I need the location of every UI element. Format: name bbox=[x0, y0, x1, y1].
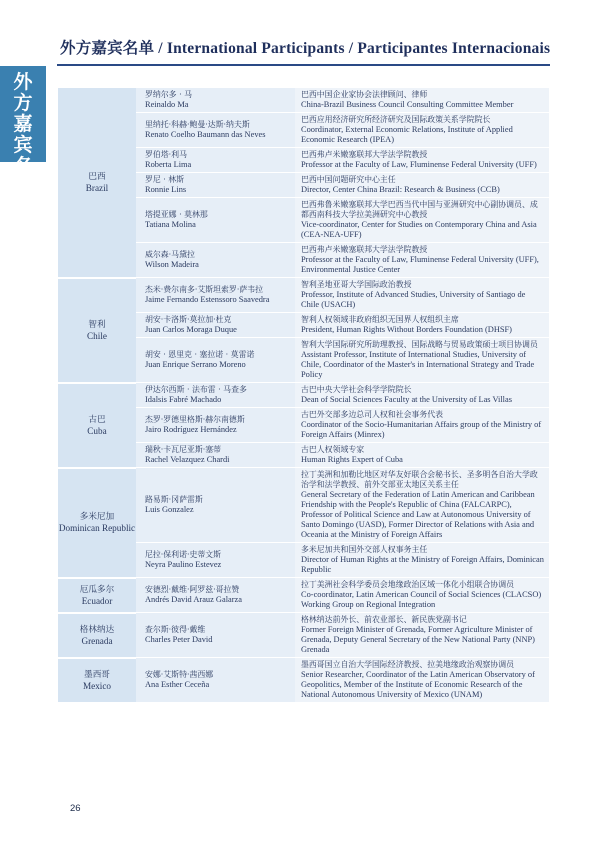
participant-name-english: Roberta Lima bbox=[145, 160, 192, 169]
participant-position-cell bbox=[295, 148, 549, 173]
position-english: Dean of Social Sciences Faculty at the University of Las Villas bbox=[301, 395, 512, 404]
participant-name-english: Reinaldo Ma bbox=[145, 100, 189, 109]
side-tab-label: 外方嘉宾名单 bbox=[13, 71, 33, 198]
position-chinese: 智利人权领域非政府组织无国界人权组织主席 bbox=[301, 315, 459, 324]
participant-name-english: Charles Peter David bbox=[145, 635, 213, 644]
participant-name-cell bbox=[136, 443, 295, 468]
participant-name-cell bbox=[136, 243, 295, 278]
title-underline bbox=[57, 64, 550, 66]
participant-name-cell bbox=[136, 578, 295, 613]
participant-name-cell bbox=[136, 173, 295, 198]
position-chinese: 古巴中央大学社会科学学院院长 bbox=[301, 385, 412, 394]
position-chinese: 古巴外交部多边总司人权和社会事务代表 bbox=[301, 410, 444, 419]
participant-name-english: Juan Enrique Serrano Moreno bbox=[145, 360, 246, 369]
participant-name-cell bbox=[136, 383, 295, 408]
country-name-english: Chile bbox=[87, 330, 107, 341]
participant-name-english: Idalsis Fabré Machado bbox=[145, 395, 222, 404]
country-cell bbox=[58, 578, 136, 613]
participant-position-cell bbox=[295, 173, 549, 198]
position-english: Senior Researcher, Coordinator of the Latin American Observatory of Geopolitics, Member of the Institute of Economic Research of the National Autonomous University of Mexico (UNAM) bbox=[301, 670, 535, 699]
participant-name-cell bbox=[136, 338, 295, 383]
participant-name-cell bbox=[136, 408, 295, 443]
country-name-english: Dominican Republic bbox=[58, 523, 136, 533]
participant-name-english: Ronnie Lins bbox=[145, 185, 187, 194]
participant-position-cell bbox=[295, 243, 549, 278]
position-english: China-Brazil Business Council Consulting Committee Member bbox=[301, 100, 514, 109]
country-name-chinese: 厄瓜多尔 bbox=[79, 584, 115, 595]
participant-name-chinese: 塔提亚娜 · 莫林那 bbox=[145, 210, 208, 219]
position-english: General Secretary of the Federation of Latin American and Caribbean Friendship with the People's Republic of China (FALCARPC), Professor of Political Science and Law at Autonomous University of Santo Domingo (UASD), Former Director of Relations with Asia and Oceania at the Ministry of Foreign Affairs bbox=[301, 490, 535, 539]
country-name-chinese: 智利 bbox=[88, 319, 106, 330]
position-chinese: 巴西应用经济研究所经济研究及国际政策关系学院院长 bbox=[301, 115, 491, 124]
participant-name-english: Neyra Paulino Estevez bbox=[145, 560, 222, 569]
participant-name-english: Ana Esther Ceceña bbox=[145, 680, 210, 689]
participant-name-cell bbox=[136, 658, 295, 703]
participant-name-chinese: 胡安·卡洛斯·莫拉加·杜克 bbox=[145, 315, 232, 324]
participant-name-cell bbox=[136, 278, 295, 313]
participant-name-chinese: 威尔森·马黛拉 bbox=[145, 250, 195, 259]
participant-name-cell bbox=[136, 198, 295, 243]
participant-name-chinese: 伊达尔西斯 · 法布雷 · 马查多 bbox=[145, 385, 247, 394]
country-cell bbox=[58, 383, 136, 468]
position-chinese: 拉丁美洲社会科学委员会地缘政治区域一体化小组联合协调员 bbox=[301, 580, 515, 589]
position-english: Human Rights Expert of Cuba bbox=[301, 455, 403, 464]
participant-position-cell bbox=[295, 278, 549, 313]
position-english: Coordinator of the Socio-Humanitarian Affairs group of the Ministry of Foreign Affairs (Minrex) bbox=[301, 420, 542, 439]
participant-name-chinese: 里纳托·科赫·鲍曼·达斯·纳夫斯 bbox=[145, 120, 250, 129]
page-title: 外方嘉宾名单 / International Participants / Participantes Internacionais bbox=[60, 40, 551, 57]
participant-name-chinese: 安娜·艾斯特·茜西娜 bbox=[145, 670, 214, 679]
position-english: Vice-coordinator, Center for Studies on Contemporary China and Asia (CEA-NEA-UFF) bbox=[301, 220, 537, 239]
position-english: Professor at the Faculty of Law, Fluminense Federal University (UFF) bbox=[301, 160, 537, 169]
table-row bbox=[58, 613, 549, 658]
participant-name-chinese: 杰米·费尔南多·艾斯坦索罗·萨韦拉 bbox=[145, 285, 263, 294]
position-english: Former Foreign Minister of Grenada, Former Agriculture Minister of Grenada, Deputy General Secretary of the New National Party (NNP) Grenada bbox=[301, 625, 535, 654]
position-chinese: 古巴人权领域专家 bbox=[301, 445, 365, 454]
position-english: Director of Human Rights at the Ministry of Foreign Affairs, Dominican Republic bbox=[301, 555, 544, 574]
participant-name-english: Juan Carlos Moraga Duque bbox=[145, 325, 237, 334]
country-name-chinese: 多米尼加 bbox=[79, 512, 115, 522]
position-chinese: 拉丁美洲和加勒比地区对华友好联合会秘书长、圣多明各自治大学政治学和法学教授、前外交部亚太地区关系主任 bbox=[301, 470, 538, 489]
table-row bbox=[58, 578, 549, 613]
participants-table-body bbox=[58, 88, 549, 703]
participant-position-cell bbox=[295, 468, 549, 543]
participant-name-english: Andrés David Arauz Galarza bbox=[145, 595, 242, 604]
position-chinese: 巴西弗卢米嫩塞联邦大学法学院教授 bbox=[301, 150, 428, 159]
participant-position-cell bbox=[295, 313, 549, 338]
participant-name-chinese: 胡安 · 恩里克 · 塞拉诺 · 莫雷诺 bbox=[145, 350, 255, 359]
country-cell bbox=[58, 278, 136, 383]
country-name-english: Grenada bbox=[81, 635, 113, 646]
participant-name-english: Tatiana Molina bbox=[145, 220, 196, 229]
participant-name-english: Luis Gonzalez bbox=[145, 505, 194, 514]
participant-name-chinese: 罗尼 · 林斯 bbox=[145, 175, 185, 184]
participant-name-english: Jaime Fernando Estenssoro Saavedra bbox=[145, 295, 270, 304]
position-chinese: 格林纳达前外长、前农业部长、新民族党副书记 bbox=[301, 615, 467, 624]
participant-name-chinese: 瑞秋·卡瓦尼亚斯·塞蒂 bbox=[145, 445, 222, 454]
position-chinese: 巴西中国企业家协会法律顾问、律师 bbox=[301, 90, 428, 99]
participant-name-chinese: 尼拉·保利诺·史蒂文斯 bbox=[145, 550, 222, 559]
country-cell bbox=[58, 658, 136, 703]
participant-name-chinese: 杰罗·罗德里格斯·赫尔南德斯 bbox=[145, 415, 245, 424]
country-name-chinese: 格林纳达 bbox=[79, 624, 115, 635]
country-name-chinese: 巴西 bbox=[88, 171, 106, 182]
participant-position-cell bbox=[295, 658, 549, 703]
participant-name-english: Jairo Rodríguez Hernández bbox=[145, 425, 237, 434]
position-chinese: 智利大学国际研究所助理教授、国际战略与贸易政策硕士项目协调员 bbox=[301, 340, 538, 349]
country-name-chinese: 墨西哥 bbox=[84, 669, 110, 680]
participant-position-cell bbox=[295, 543, 549, 578]
position-chinese: 巴西弗鲁米嫩塞联邦大学巴西当代中国与亚洲研究中心副协调员、成都西南科技大学拉美洲研究中心教授 bbox=[301, 200, 538, 219]
country-name-english: Ecuador bbox=[81, 595, 113, 606]
page-number: 26 bbox=[70, 803, 81, 814]
participant-position-cell bbox=[295, 578, 549, 613]
country-name-chinese: 古巴 bbox=[88, 414, 106, 425]
position-chinese: 多米尼加共和国外交部人权事务主任 bbox=[301, 545, 428, 554]
position-english: Professor, Institute of Advanced Studies, University of Santiago de Chile (USACH) bbox=[301, 290, 526, 309]
participant-name-english: Wilson Madeira bbox=[145, 260, 199, 269]
participant-name-cell bbox=[136, 88, 295, 113]
position-english: Professor at the Faculty of Law, Fluminense Federal University (UFF), Environmental Justice Center bbox=[301, 255, 539, 274]
participant-name-chinese: 安德烈·戴维·阿罗兹·哥拉赞 bbox=[145, 585, 240, 594]
table-row bbox=[58, 658, 549, 703]
country-cell bbox=[58, 468, 136, 578]
position-english: Coordinator, External Economic Relations, Institute of Applied Economic Research (IPEA) bbox=[301, 125, 513, 144]
table-row bbox=[58, 383, 549, 408]
table-row bbox=[58, 88, 549, 113]
participant-name-chinese: 查尔斯·彼得·戴维 bbox=[145, 625, 206, 634]
position-chinese: 墨西哥国立自治大学国际经济教授、拉美地缘政治观察协调员 bbox=[301, 660, 515, 669]
participant-name-cell bbox=[136, 543, 295, 578]
participant-name-cell bbox=[136, 613, 295, 658]
participant-position-cell bbox=[295, 338, 549, 383]
country-cell bbox=[58, 613, 136, 658]
participant-position-cell bbox=[295, 408, 549, 443]
participant-name-cell bbox=[136, 468, 295, 543]
country-name-english: Cuba bbox=[87, 425, 107, 436]
participant-position-cell bbox=[295, 198, 549, 243]
participant-name-cell bbox=[136, 148, 295, 173]
participant-position-cell bbox=[295, 113, 549, 148]
position-english: Assistant Professor, Institute of International Studies, University of Chile, Coordinator of the Master's in International Strategy and Trade Policy bbox=[301, 350, 535, 379]
position-chinese: 智利圣地亚哥大学国际政治教授 bbox=[301, 280, 412, 289]
participant-name-chinese: 罗纳尔多 · 马 bbox=[145, 90, 192, 99]
participants-table bbox=[58, 88, 549, 704]
participant-position-cell bbox=[295, 613, 549, 658]
table-row bbox=[58, 468, 549, 543]
position-english: Co-coordinator, Latin American Council of Social Sciences (CLACSO) Working Group on Regional Integration bbox=[301, 590, 542, 609]
participant-name-chinese: 路易斯·冈萨雷斯 bbox=[145, 495, 203, 504]
position-english: Director, Center China Brazil: Research & Business (CCB) bbox=[301, 185, 500, 194]
participant-name-english: Rachel Velazquez Chardi bbox=[145, 455, 230, 464]
participant-name-chinese: 罗伯塔·利马 bbox=[145, 150, 187, 159]
country-cell bbox=[58, 88, 136, 278]
participant-position-cell bbox=[295, 443, 549, 468]
position-chinese: 巴西中国问题研究中心主任 bbox=[301, 175, 396, 184]
participant-name-cell bbox=[136, 113, 295, 148]
position-chinese: 巴西弗卢米嫩塞联邦大学法学院教授 bbox=[301, 245, 428, 254]
country-name-english: Mexico bbox=[82, 680, 112, 691]
country-name-english: Brazil bbox=[85, 182, 109, 193]
table-row bbox=[58, 278, 549, 313]
position-english: President, Human Rights Without Borders Foundation (DHSF) bbox=[301, 325, 512, 334]
participant-position-cell bbox=[295, 383, 549, 408]
participant-name-cell bbox=[136, 313, 295, 338]
participant-name-english: Renato Coelho Baumann das Neves bbox=[145, 130, 266, 139]
participant-position-cell bbox=[295, 88, 549, 113]
